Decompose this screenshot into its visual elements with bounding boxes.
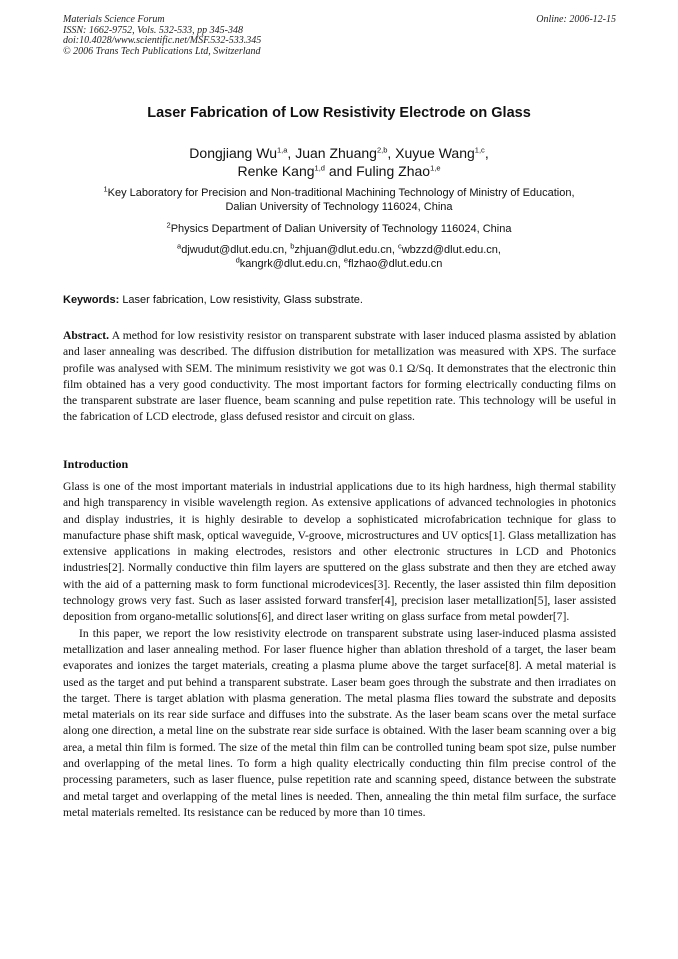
email-list xyxy=(30,243,648,271)
email-sep: , xyxy=(391,244,398,256)
paper-title: Laser Fabrication of Low Resistivity Electrode on Glass xyxy=(147,105,531,121)
author-name: Fuling Zhao xyxy=(356,163,431,179)
email-link[interactable]: zhjuan@dlut.edu.cn xyxy=(294,244,392,256)
author-sep: , xyxy=(484,145,489,161)
affiliation-text: Physics Department of Dalian University of Technology 116024, China xyxy=(170,223,512,235)
affiliation-text: Key Laboratory for Precision and Non-traditional Machining Technology of Ministry of Education, xyxy=(107,187,575,199)
email-line-1 xyxy=(30,243,648,257)
affiliation-sup: 2 xyxy=(166,220,171,230)
author-sup: 2,b xyxy=(376,145,388,155)
author-sup: 1,e xyxy=(430,163,441,173)
email-sup: e xyxy=(343,255,349,265)
email-link[interactable]: flzhao@dlut.edu.cn xyxy=(348,258,443,270)
email-link[interactable]: kangrk@dlut.edu.cn xyxy=(239,258,338,270)
email-sep: , xyxy=(284,244,291,256)
author-name: Renke Kang xyxy=(237,163,315,179)
affiliation-1-line-2: Dalian University of Technology 116024, China xyxy=(225,201,453,213)
paragraph: Glass is one of the most important materials in industrial applications due to its high hardness, high thermal stability and high transparency in visible wavelength region. As extensive applications of advanced technologies in photonics and display industries, it is highly desirable to develop a sophisticated microfabrication technique for glass to manufacture phase shift mask, optical waveguide, V-groove, microstructures and UV optics[1]. Glass metallization has extensive applications in making electrodes, resistors and other electronic structures in LCD and Photonics industries[2]. Normally conductive thin film layers are sputtered on the glass substrate and then they are etched away with the aid of a patterning mask to form functional microdevices[3]. Recently, the laser assisted thin film deposition technology grows very fast. Such as laser assisted forward transfer[4], precision laser metallization[5], laser assisted deposition from organo-metallic solutions[6], and direct laser writing on glass surface from metal powder[7]. xyxy=(63,480,616,624)
issn-line: ISSN: 1662-9752, Vols. 532-533, pp 345-348 xyxy=(63,24,243,36)
email-sep: , xyxy=(337,258,344,270)
author-name: Xuyue Wang xyxy=(395,145,475,161)
copyright-line: © 2006 Trans Tech Publications Ltd, Switzerland xyxy=(63,45,261,57)
section-heading-introduction: Introduction xyxy=(63,457,129,471)
journal-header xyxy=(63,15,261,57)
author-line-2 xyxy=(0,162,678,180)
doi-line: doi:10.4028/www.scientific.net/MSF.532-533.345 xyxy=(63,35,262,46)
paragraph: In this paper, we report the low resistivity electrode on transparent substrate using laser-induced plasma assisted metallization and laser annealing method. For laser fluence higher than ablation threshold of a target, the laser beam evaporates and ionizes the target materials, creating a plasma plume above the target surface[8]. A metal material is used as the target and put behind a transparent substrate. Laser beam goes through the substrate and then irradiates on the target. There is target ablation with plasma generation. The metal plasma flies toward the substrate and deposits metal materials on its rear side surface and diffuses into the substrate. As the laser beam scans over the metal surface along one direction, a metal line on the substrate rear side surface is obtained. With the laser beam scanning over a big area, a metal thin film is formed. The size of the metal thin film can be controlled tuning beam spot size, pulse number and overlapping of the metal lines. To form a high quality electrically conducting thin film precise control of the processing parameters, such as laser fluence, pulse repetition rate and scanning speed, distance between the substrate and metal target and overlapping of the metal lines is needed. Then, annealing the thin metal film surface, the surface metal materials remelted. Its resistance can be reduced by more than 10 times. xyxy=(63,626,616,819)
author-sup: 1,d xyxy=(314,163,325,173)
journal-name: Materials Science Forum xyxy=(63,14,165,25)
author-sep: and xyxy=(324,163,357,179)
email-sup: c xyxy=(397,241,402,251)
author-line-1 xyxy=(0,144,678,162)
abstract-label: Abstract. xyxy=(63,329,110,342)
affiliation-sup: 1 xyxy=(103,184,108,194)
author-sup: 1,c xyxy=(474,145,485,155)
abstract-text: A method for low resistivity resistor on transparent substrate with laser induced plasma assisted by ablation and laser annealing was described. The diffusion distribution for metallization was measured with XPS. The surface profile was analysed with SEM. The minimum resistivity we got was 0.1 Ω/Sq. It demonstrates that the electronic thin film obtained has a very good conductivity. The most important factors for forming electrically conducting films on the transparent substrate are laser fluence, beam scanning and pulse repetition rate. This technology will be useful in the fabrication of LCD electrode, glass defused resistor and circuit on glass. xyxy=(63,329,616,424)
affiliation-1-line-1 xyxy=(30,186,648,200)
affiliation-1 xyxy=(30,186,648,214)
author-sup: 1,a xyxy=(276,145,288,155)
email-sup: d xyxy=(235,255,240,265)
email-link[interactable]: wbzzd@dlut.edu.cn, xyxy=(401,244,501,256)
email-sup: a xyxy=(177,241,182,251)
online-date: Online: 2006-12-15 xyxy=(536,14,616,25)
keywords-label: Keywords: xyxy=(63,294,120,306)
author-list xyxy=(0,144,678,180)
author-name: Dongjiang Wu xyxy=(189,145,277,161)
affiliation-2 xyxy=(30,222,648,236)
author-sep: , xyxy=(287,145,296,161)
introduction-body xyxy=(63,479,616,821)
keywords xyxy=(63,294,615,306)
email-sup: b xyxy=(290,241,295,251)
author-sep: , xyxy=(387,145,396,161)
keywords-text: Laser fabrication, Low resistivity, Glass substrate. xyxy=(122,294,363,306)
email-line-2 xyxy=(30,257,648,271)
abstract xyxy=(63,328,616,426)
email-link[interactable]: djwudut@dlut.edu.cn xyxy=(181,244,285,256)
author-name: Juan Zhuang xyxy=(295,145,377,161)
